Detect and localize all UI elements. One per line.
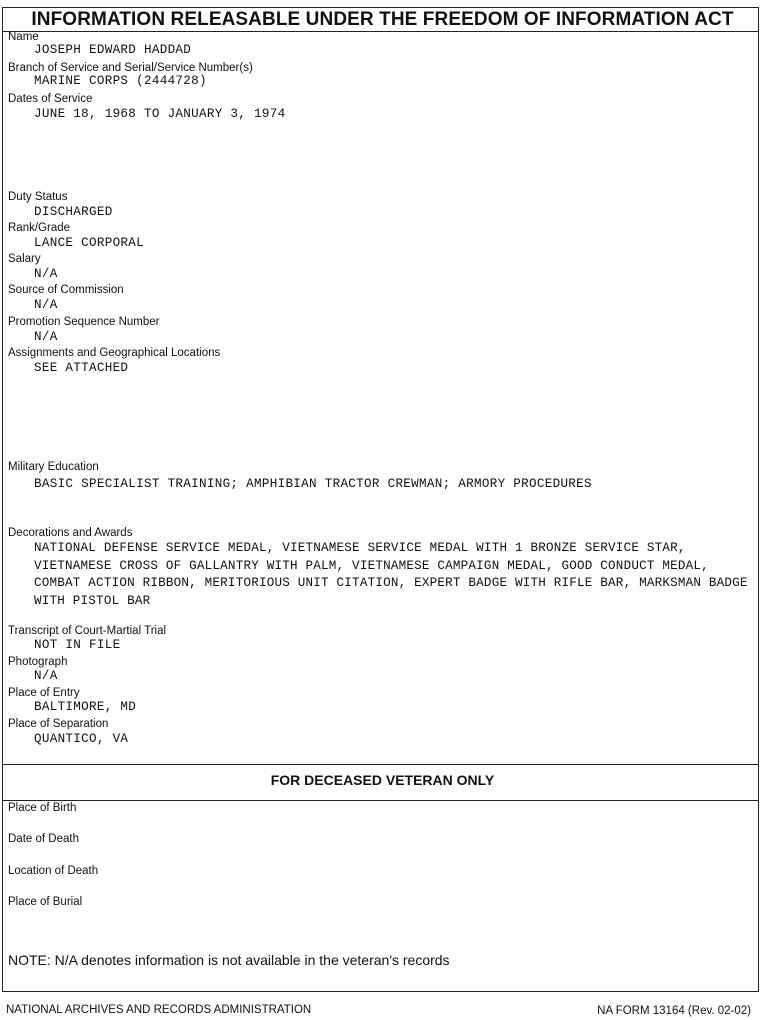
- assignments-label: Assignments and Geographical Locations: [8, 347, 221, 359]
- salary-value: N/A: [34, 267, 58, 281]
- form-frame: [2, 7, 759, 992]
- court-martial-label: Transcript of Court-Martial Trial: [8, 625, 167, 637]
- court-martial-value: NOT IN FILE: [34, 638, 121, 652]
- na-note: NOTE: N/A denotes information is not available in the veteran's records: [8, 952, 450, 968]
- place-of-entry-label: Place of Entry: [8, 687, 80, 699]
- rank-value: LANCE CORPORAL: [34, 236, 145, 250]
- date-of-death-label: Date of Death: [8, 833, 79, 845]
- commission-label: Source of Commission: [8, 284, 124, 296]
- place-of-entry-value: BALTIMORE, MD: [34, 700, 137, 714]
- rank-label: Rank/Grade: [8, 222, 71, 234]
- education-label: Military Education: [8, 461, 99, 473]
- photograph-label: Photograph: [8, 656, 68, 668]
- footer-form-number: NA FORM 13164 (Rev. 02-02): [597, 1005, 751, 1017]
- dates-label: Dates of Service: [8, 93, 93, 105]
- salary-label: Salary: [8, 253, 41, 265]
- branch-value: MARINE CORPS (2444728): [34, 74, 207, 88]
- name-label: Name: [8, 31, 39, 43]
- duty-status-label: Duty Status: [8, 191, 68, 203]
- decorations-value: NATIONAL DEFENSE SERVICE MEDAL, VIETNAMESE SERVICE MEDAL WITH 1 BRONZE SERVICE STAR, VIETNAMESE CROSS OF GALLANTRY WITH PALM, VIETNAMESE CAMPAIGN MEDAL, GOOD CONDUCT MEDAL, COMBAT ACTION RIBBON, MERITORIOUS UNIT CITATION, EXPERT BADGE WITH RIFLE BAR, MARKSMAN BADGE WITH PISTOL BAR: [34, 541, 748, 608]
- photograph-value: N/A: [34, 669, 58, 683]
- deceased-section-top-rule: [2, 764, 759, 765]
- deceased-section-bottom-rule: [2, 800, 759, 801]
- dates-value: JUNE 18, 1968 TO JANUARY 3, 1974: [34, 107, 286, 121]
- education-value: BASIC SPECIALIST TRAINING; AMPHIBIAN TRACTOR CREWMAN; ARMORY PROCEDURES: [34, 477, 592, 491]
- promotion-label: Promotion Sequence Number: [8, 316, 160, 328]
- form-title: INFORMATION RELEASABLE UNDER THE FREEDOM OF INFORMATION ACT: [31, 9, 734, 30]
- place-of-separation-value: QUANTICO, VA: [34, 732, 129, 746]
- commission-value: N/A: [34, 298, 58, 312]
- name-value: JOSEPH EDWARD HADDAD: [34, 43, 192, 57]
- deceased-section-heading: FOR DECEASED VETERAN ONLY: [270, 772, 495, 788]
- location-of-death-label: Location of Death: [8, 865, 99, 877]
- branch-label: Branch of Service and Serial/Service Number(s): [8, 62, 253, 74]
- assignments-value: SEE ATTACHED: [34, 361, 129, 375]
- promotion-value: N/A: [34, 330, 58, 344]
- footer-agency: NATIONAL ARCHIVES AND RECORDS ADMINISTRATION: [6, 1004, 312, 1016]
- decorations-label: Decorations and Awards: [8, 527, 133, 539]
- place-of-birth-label: Place of Birth: [8, 802, 77, 814]
- place-of-separation-label: Place of Separation: [8, 718, 109, 730]
- duty-status-value: DISCHARGED: [34, 205, 113, 219]
- title-divider: [2, 31, 759, 32]
- place-of-burial-label: Place of Burial: [8, 896, 83, 908]
